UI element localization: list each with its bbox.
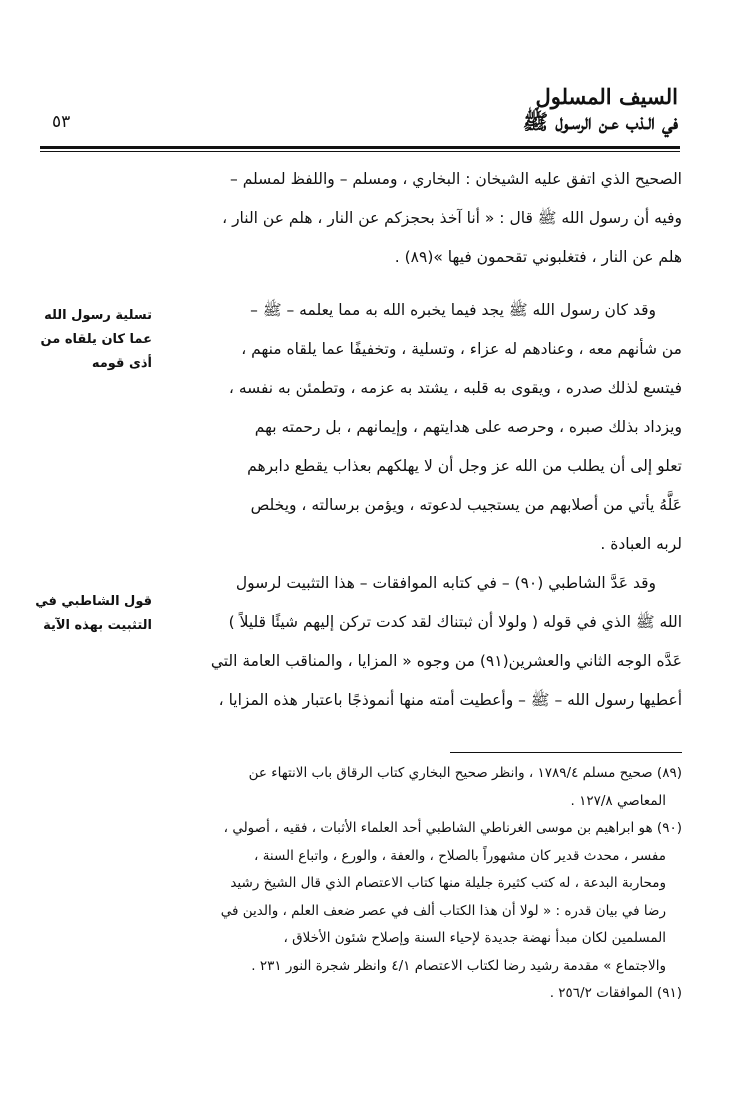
footnote-line: رضا في بيان قدره : « لولا أن هذا الكتاب ألف في عصر ضعف العلم ، والدين في [220,902,666,919]
body-line: وقد كان رسول الله ﷺ يجد فيما يخبره الله به مما يعلمه – ﷺ – [250,301,656,319]
footnote-line: المعاصي ١٢٧/٨ . [570,792,666,809]
body-line: فيتسع لذلك صدره ، ويقوى به قلبه ، يشتد به عزمه ، وتطمئن به نفسه ، [228,379,682,397]
body-text [170,160,682,720]
footnote-line: المسلمين لكان مبدأ نهضة جديدة لإحياء السنة وإصلاح شئون الأخلاق ، [283,930,666,946]
body-line: تعلو إلى أن يطلب من الله عز وجل أن لا يهلكهم بعذاب يقطع دابرهم [247,457,682,475]
header-rule-thin [40,151,680,152]
header-rule-thick [40,146,680,149]
body-line: عَدَّه الوجه الثاني والعشرين(٩١) من وجوه « المزايا ، والمناقب العامة التي [210,652,682,670]
margin-note-line: قول الشاطبي في [35,594,152,609]
footnote-line: (٩٠) هو ابراهيم بن موسى الغرناطي الشاطبي أحد العلماء الأثبات ، فقيه ، أصولي ، [223,820,682,836]
footnote-separator [450,752,682,753]
body-line: أعطيها رسول الله – ﷺ – وأعطيت أمته منها أنموذجًا باعتبار هذه المزايا ، [218,691,682,709]
footnote-line: (٨٩) صحيح مسلم ١٧٨٩/٤ ، وانظر صحيح البخاري كتاب الرقاق باب الانتهاء عن [248,765,682,781]
book-title-line-1: السيف المسلول [535,84,678,109]
margin-note-line: التثبيت بهذه الآية [43,618,152,633]
footnote-line: (٩١) الموافقات ٢٥٦/٢ . [549,985,682,1001]
margin-note-shatibi [22,590,152,638]
body-line: هلم عن النار ، فتغلبوني تقحمون فيها »(٨٩) . [394,248,682,266]
page-number: ٥٣ [52,112,71,132]
body-line: وقد عَدَّ الشاطبي (٩٠) – في كتابه الموافقات – هذا التثبيت لرسول [235,574,656,592]
margin-note-line: عما كان يلقاه من [40,332,152,347]
margin-note-line: تسلية رسول الله [44,308,152,323]
body-line: وفيه أن رسول الله ﷺ قال : « أنا آخذ بحجزكم عن النار ، هلم عن النار ، [222,209,682,227]
body-line: عَلَّهُ يأتي من أصلابهم من يستجيب لدعوته ، ويؤمن برسالته ، ويخلص [250,496,682,514]
book-title [358,84,678,134]
body-line: من شأنهم معه ، وعنادهم له عزاء ، وتسلية ، وتخفيفًا عما يلقاه منهم ، [241,340,682,358]
book-title-line-2: في الـذب عـن الرسـول ﷺ [522,109,678,134]
footnote-line: والاجتماع » مقدمة رشيد رضا لكتاب الاعتصام ٤/١ وانظر شجرة النور ٢٣١ . [251,957,666,974]
body-line: الصحيح الذي اتفق عليه الشيخان : البخاري ، ومسلم – واللفظ لمسلم – [230,170,682,188]
body-line: لربه العبادة . [600,535,682,553]
body-line: الله ﷺ الذي في قوله ( ولولا أن ثبتناك لقد كدت تركن إليهم شيئًا قليلاً ) [228,613,682,631]
footnote-line: مفسر ، محدث قدير كان مشهوراً بالصلاح ، والعفة ، والورع ، واتباع السنة ، [254,847,666,864]
footnotes [160,760,682,1008]
footnote-line: ومحاربة البدعة ، له كتب كثيرة جليلة منها كتاب الاعتصام الذي قال الشيخ رشيد [230,875,666,891]
paragraph-gap [170,277,682,291]
margin-note-consolation [22,304,152,376]
margin-note-line: أذى قومه [91,356,152,371]
body-line: ويزداد بذلك صبره ، وحرصه على هدايتهم ، وإيمانهم ، بل رحمته بهم [254,418,682,436]
